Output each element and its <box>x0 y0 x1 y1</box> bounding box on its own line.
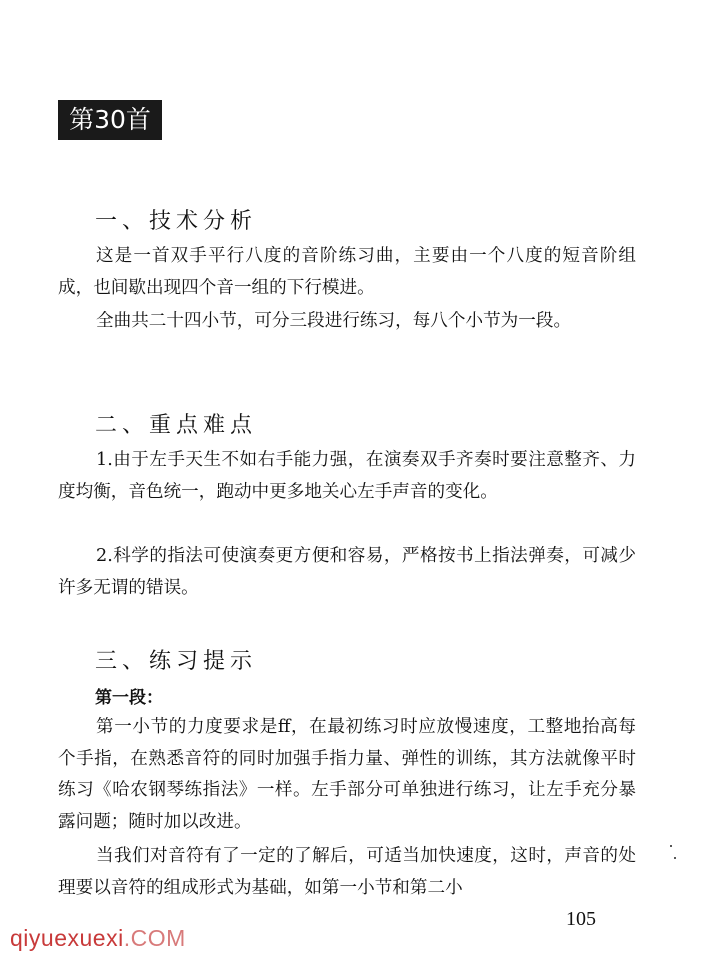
paragraph: 这是一首双手平行八度的音阶练习曲，主要由一个八度的短音阶组成，也间歇出现四个音一组的下行模进。 <box>58 246 636 298</box>
watermark-main: qiyuexuexi <box>10 925 124 951</box>
subheading-first-part: 第一段： <box>95 688 163 708</box>
paragraph: 当我们对音符有了一定的了解后，可适当加快速度，这时，声音的处理要以音符的组成形式为基础，如第一小节和第二小 <box>58 846 636 898</box>
scan-speck <box>674 857 676 859</box>
scan-speck <box>670 845 672 847</box>
chapter-title: 第30首 <box>58 100 162 140</box>
page-number: 105 <box>566 908 596 930</box>
section-heading-key-difficulties: 二、重点难点 <box>95 413 258 438</box>
paragraph: 1.由于左手天生不如右手能力强，在演奏双手齐奏时要注意整齐、力度均衡，音色统一，跑动中更多地关心左手声音的变化。 <box>58 450 636 502</box>
paragraph: 2.科学的指法可使演奏更方便和容易，严格按书上指法弹奏，可减少许多无谓的错误。 <box>58 546 636 598</box>
watermark-suffix: .COM <box>123 925 186 951</box>
section-heading-practice-tips: 三、练习提示 <box>95 649 258 674</box>
paragraph: 全曲共二十四小节，可分三段进行练习，每八个小节为一段。 <box>96 311 572 331</box>
watermark-logo <box>10 925 186 952</box>
paragraph: 第一小节的力度要求是ff，在最初练习时应放慢速度，工整地抬高每个手指，在熟悉音符的同时加强手指力量、弹性的训练，其方法就像平时练习《哈农钢琴练指法》一样。左手部分可单独进行练习，让左手充分暴露问题；随时加以改进。 <box>58 717 636 832</box>
section-heading-technical-analysis: 一、技术分析 <box>95 209 258 234</box>
